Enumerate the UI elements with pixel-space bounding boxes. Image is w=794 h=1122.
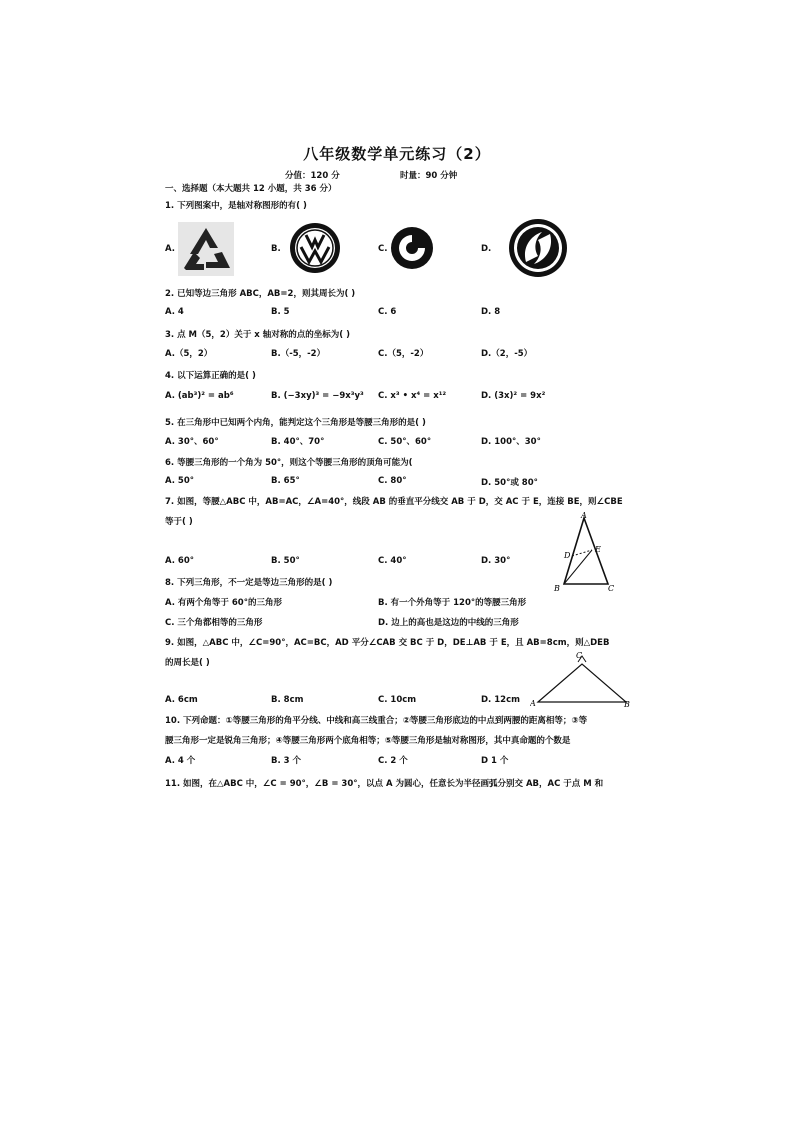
question-9: 9. 如图，△ABC 中，∠C=90°，AC=BC，AD 平分∠CAB 交 BC 于 D，DE⊥AB 于 E，且 AB=8cm，则△DEB <box>165 638 610 648</box>
q1-option-a: A. <box>165 244 175 254</box>
q8-option-d: D. 边上的高也是这边的中线的三角形 <box>378 618 519 628</box>
question-9-cont: 的周长是( ) <box>165 658 210 668</box>
dongfeng-logo-icon <box>508 218 568 278</box>
vw-logo-icon <box>289 222 341 274</box>
q9-label-a: A <box>530 699 536 708</box>
q5-option-c: C. 50°、60° <box>378 437 432 447</box>
q9-triangle-figure <box>530 650 632 708</box>
question-8: 8. 下列三角形，不一定是等边三角形的是( ) <box>165 578 333 588</box>
q1-option-c: C. <box>378 244 388 254</box>
q5-option-a: A. 30°、60° <box>165 437 219 447</box>
q3-option-d: D.（2，-5） <box>481 349 533 359</box>
q6-option-c: C. 80° <box>378 476 407 486</box>
score-info: 分值：120 分 <box>285 171 340 181</box>
q4-option-c: C. x³ • x⁴ = x¹² <box>378 391 447 401</box>
q9-label-b: B <box>624 700 630 708</box>
q3-option-c: C.（5，-2） <box>378 349 429 359</box>
q6-option-d: D. 50°或 80° <box>481 478 538 488</box>
q9-option-d: D. 12cm <box>481 695 520 705</box>
q7-triangle-figure <box>548 510 620 592</box>
q10-option-a: A. 4 个 <box>165 756 196 766</box>
q4-option-a: A. (ab³)² = ab⁶ <box>165 391 234 401</box>
question-10: 10. 下列命题：①等腰三角形的角平分线、中线和高三线重合；②等腰三角形底边的中点到两腰的距离相等；③等 <box>165 716 588 726</box>
q7-label-b: B <box>554 584 560 592</box>
question-3: 3. 点 M（5，2）关于 x 轴对称的点的坐标为( ) <box>165 330 350 340</box>
q7-label-a: A <box>581 511 587 520</box>
q4-option-d: D. (3x)² = 9x² <box>481 391 546 401</box>
q10-option-b: B. 3 个 <box>271 756 302 766</box>
q5-option-b: B. 40°、70° <box>271 437 325 447</box>
question-2: 2. 已知等边三角形 ABC，AB=2，则其周长为( ) <box>165 289 356 299</box>
q7-label-d: D <box>564 551 571 560</box>
q8-option-b: B. 有一个外角等于 120°的等腰三角形 <box>378 598 527 608</box>
question-4: 4. 以下运算正确的是( ) <box>165 371 256 381</box>
page-title: 八年级数学单元练习（2） <box>303 145 491 163</box>
question-1: 1. 下列图案中，是轴对称图形的有( ) <box>165 201 307 211</box>
question-7-cont: 等于( ) <box>165 517 193 527</box>
question-6: 6. 等腰三角形的一个角为 50°，则这个等腰三角形的顶角可能为( <box>165 458 413 468</box>
q7-label-c: C <box>608 584 615 592</box>
q10-option-d: D 1 个 <box>481 756 509 766</box>
q2-option-c: C. 6 <box>378 307 397 317</box>
q2-option-a: A. 4 <box>165 307 184 317</box>
q2-option-b: B. 5 <box>271 307 290 317</box>
q9-option-a: A. 6cm <box>165 695 198 705</box>
q9-option-c: C. 10cm <box>378 695 417 705</box>
q1-option-d: D. <box>481 244 492 254</box>
question-11: 11. 如图，在△ABC 中，∠C = 90°，∠B = 30°，以点 A 为圆心，任意长为半径画弧分别交 AB，AC 于点 M 和 <box>165 779 604 789</box>
q9-label-c: C <box>576 651 583 660</box>
q9-option-b: B. 8cm <box>271 695 304 705</box>
bank-logo-icon <box>390 226 434 270</box>
q7-option-a: A. 60° <box>165 556 195 566</box>
time-info: 时量：90 分钟 <box>400 171 458 181</box>
q3-option-b: B.（-5，-2） <box>271 349 326 359</box>
q1-option-b: B. <box>271 244 281 254</box>
question-10-cont: 腰三角形一定是锐角三角形；④等腰三角形两个底角相等；⑤等腰三角形是轴对称图形，其中真命题的个数是 <box>165 736 571 746</box>
q6-option-a: A. 50° <box>165 476 195 486</box>
q7-label-e: E <box>595 545 601 554</box>
question-7: 7. 如图，等腰△ABC 中，AB=AC，∠A=40°，线段 AB 的垂直平分线交 AB 于 D，交 AC 于 E，连接 BE，则∠CBE <box>165 497 623 507</box>
recycle-logo-icon <box>178 222 234 276</box>
q5-option-d: D. 100°、30° <box>481 437 541 447</box>
q2-option-d: D. 8 <box>481 307 501 317</box>
q8-option-a: A. 有两个角等于 60°的三角形 <box>165 598 282 608</box>
question-5: 5. 在三角形中已知两个内角，能判定这个三角形是等腰三角形的是( ) <box>165 418 426 428</box>
q10-option-c: C. 2 个 <box>378 756 408 766</box>
q7-option-c: C. 40° <box>378 556 407 566</box>
section-heading: 一、选择题（本大题共 12 小题，共 36 分） <box>165 184 337 194</box>
q7-option-d: D. 30° <box>481 556 511 566</box>
q7-option-b: B. 50° <box>271 556 300 566</box>
q6-option-b: B. 65° <box>271 476 300 486</box>
q3-option-a: A.（5，2） <box>165 349 213 359</box>
q4-option-b: B. (−3xy)³ = −9x³y³ <box>271 391 364 401</box>
q8-option-c: C. 三个角都相等的三角形 <box>165 618 263 628</box>
